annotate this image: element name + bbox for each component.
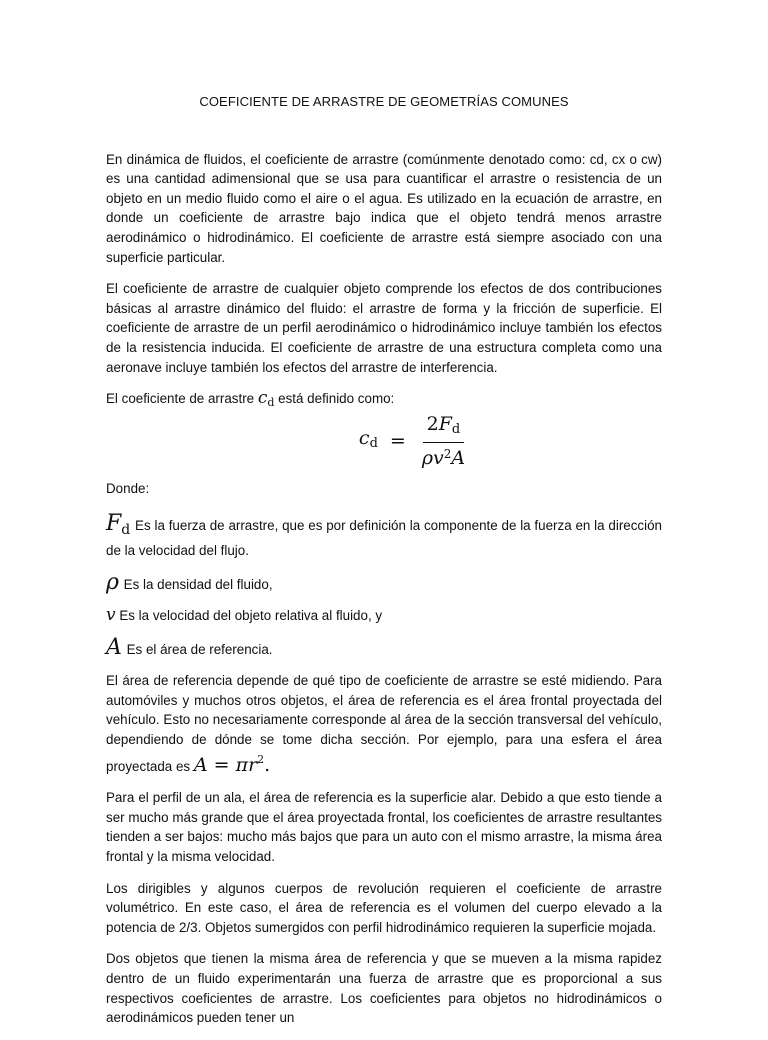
definition-density: ρ Es la densidad del fluido, xyxy=(106,569,273,595)
fd-symbol: $F_d$ xyxy=(106,511,131,539)
sphere-area-formula: $A = \pi r^2$. xyxy=(193,752,271,776)
document-body xyxy=(106,92,662,1040)
definition-velocity: v Es la velocidad del objeto relativa al fluido, y xyxy=(106,605,383,626)
paragraph-intro: En dinámica de fluidos, el coeficiente de arrastre (comúnmente denotado como: cd, cx o cw) es una cantidad adimensional que se usa para cuantificar el arrastre o resistencia de un objeto en un medio fluido como el aire o el agua. Es utilizado en la ecuación de arrastre, en donde un coeficiente de arrastre bajo indica que el objeto tendrá menos arrastre aerodinámico o hidrodinámico. El coeficiente de arrastre está siempre asociado con una superficie particular. xyxy=(106,151,662,265)
paragraph-wing-profile: Para el perfil de un ala, el área de referencia es la superficie alar. Debido a que esto tiende a ser mucho más grande que el área proyectada frontal, los coeficientes de arrastre resultantes tienden a ser bajos: mucho más bajos que para un auto con el mismo arrastre, la misma área frontal y la misma velocidad. xyxy=(106,790,662,865)
definition-drag-force: $F_d$ Es la fuerza de arrastre, que es por definición la componente de la fuerza en la dirección de la velocidad del flujo. xyxy=(106,511,662,558)
equation-denominator: $\rho v^2A$ xyxy=(421,446,466,469)
drag-coefficient-equation xyxy=(166,413,662,469)
cd-symbol: $c_d$ xyxy=(257,388,275,410)
definition-intro-text: El coeficiente de arrastre xyxy=(106,391,258,407)
v-symbol: v xyxy=(106,605,116,626)
paragraph-volumetric: Los dirigibles y algunos cuerpos de revolución requieren el coeficiente de arrastre volumétrico. En este caso, el área de referencia es el volumen del cuerpo elevado a la potencia de 2/3. Objetos sumergidos con perfil hidrodinámico requieren la superficie mojada. xyxy=(106,880,662,935)
equation-equals: = xyxy=(389,429,406,452)
paragraph-contributions: El coeficiente de arrastre de cualquier objeto comprende los efectos de dos contribuciones básicas al arrastre dinámico del fluido: el arrastre de forma y la fricción de superficie. El coeficiente de arrastre de un perfil aerodinámico o hidrodinámico incluye también los efectos de la resistencia inducida. El coeficiente de arrastre de una estructura completa como una aeronave incluye también los efectos del arrastre de interferencia. xyxy=(106,281,662,375)
document-title: COEFICIENTE DE ARRASTRE DE GEOMETRÍAS COMUNES xyxy=(199,94,569,109)
donde-label: Donde: xyxy=(106,480,150,496)
equation-fraction xyxy=(418,415,469,468)
rho-symbol: ρ xyxy=(106,569,119,595)
definition-intro-text-end: está definido como: xyxy=(274,391,395,407)
paragraph-definition-intro xyxy=(106,389,662,413)
definition-area: A Es el área de referencia. xyxy=(106,634,273,660)
equation-numerator: $2F_d$ xyxy=(423,415,465,443)
equation-lhs: $c_d$ xyxy=(358,427,378,452)
paragraph-comparison: Dos objetos que tienen la misma área de referencia y que se mueven a la misma rapidez dentro de un fluido experimentarán una fuerza de arrastre que es proporcional a sus respectivos coeficientes de arrastre. Los coeficientes para objetos no hidrodinámicos o aerodinámicos pueden tener un xyxy=(106,951,662,1026)
a-symbol: A xyxy=(106,634,122,660)
paragraph-reference-area: El área de referencia depende de qué tipo de coeficiente de arrastre se esté midiendo. Para automóviles y muchos otros objetos, el área de referencia es el área frontal proyectada del vehículo. Esto no necesariamente corresponde al área de la sección transversal del vehículo, dependiendo de dónde se tome dicha sección. Por ejemplo, para una esfera el área proyectada es $A = \pi r^2$. xyxy=(106,673,662,776)
